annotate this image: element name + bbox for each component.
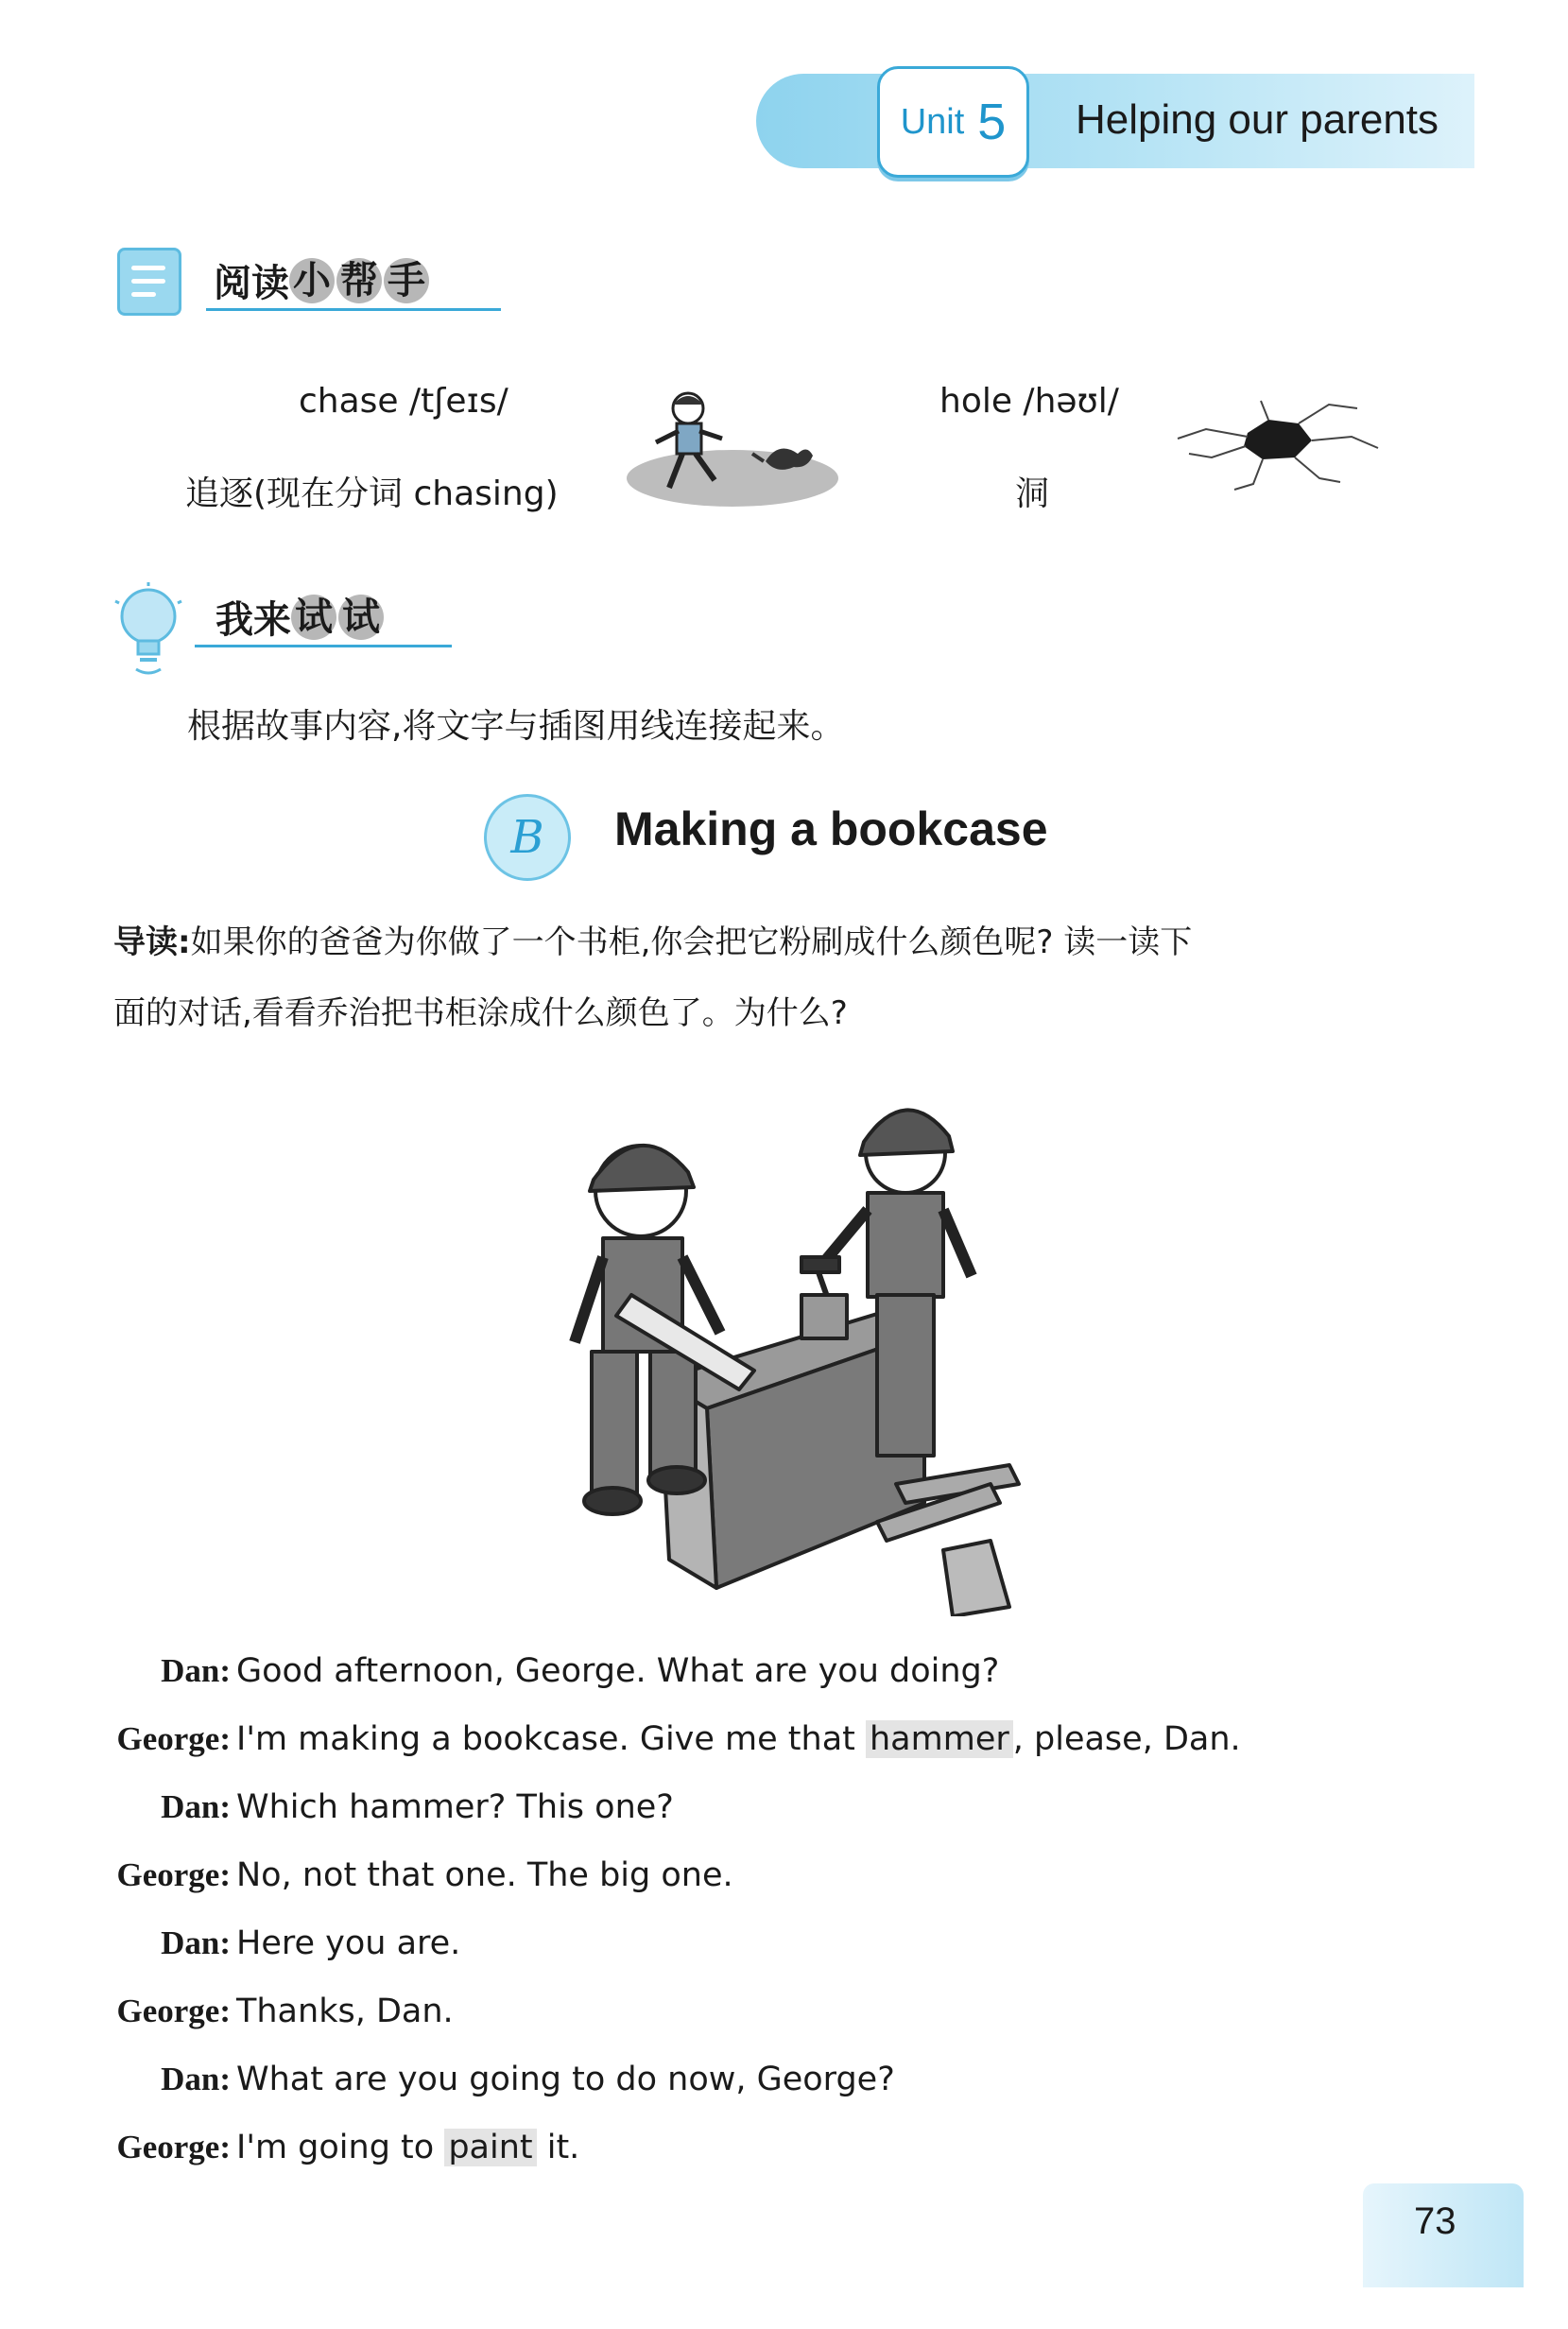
dialogue-utterance: Thanks, Dan. — [236, 1993, 454, 2030]
dialogue-utterance: I'm going to paint it. — [236, 2129, 580, 2166]
dialogue-line — [0, 1856, 1418, 1913]
story-guide-line-1 — [113, 907, 1474, 978]
try-it-title-dot: 试 — [338, 595, 384, 640]
try-it-title-plain: 我来 — [215, 598, 291, 642]
hole-icon — [1168, 391, 1386, 495]
vocab-meaning-chase: 追逐(现在分词 chasing) — [185, 474, 559, 513]
dialogue-line — [0, 1924, 1418, 1981]
reading-helper-title-dot: 手 — [384, 258, 429, 303]
boy-chasing-dog-icon — [624, 382, 841, 510]
vocab-highlight: hammer — [866, 1720, 1013, 1758]
reading-helper-title-dot: 帮 — [336, 258, 382, 303]
dialogue-utterance: Here you are. — [236, 1924, 461, 1962]
try-it-title — [215, 590, 386, 644]
unit-title: Helping our parents — [1076, 96, 1439, 143]
book-icon — [117, 248, 181, 316]
dialogue-speaker: George: — [116, 2129, 231, 2165]
dialogue-speaker: Dan: — [161, 2061, 231, 2097]
vocab-word-hole: hole /həʊl/ — [939, 382, 1119, 421]
dialogue-speaker: Dan: — [161, 1788, 231, 1825]
dialogue-line — [0, 2129, 1418, 2185]
try-it-underline — [195, 645, 452, 647]
unit-word: Unit — [900, 101, 965, 142]
dialogue-line — [0, 1993, 1418, 2049]
dialogue-speaker: George: — [116, 1720, 231, 1757]
dialogue-speaker: Dan: — [161, 1924, 231, 1961]
vocab-word-chase: chase /tʃeɪs/ — [299, 382, 508, 421]
reading-helper-title-plain: 阅读 — [214, 262, 289, 305]
dialogue-utterance: What are you going to do now, George? — [236, 2061, 895, 2098]
dialogue-line — [0, 1788, 1418, 1845]
dialogue-line — [0, 2061, 1418, 2117]
dialogue-line — [0, 1720, 1418, 1777]
story-title: Making a bookcase — [614, 802, 1048, 855]
try-it-instruction: 根据故事内容,将文字与插图用线连接起来。 — [187, 707, 845, 746]
dialogue-speaker: George: — [116, 1993, 231, 2029]
vocab-highlight: paint — [444, 2129, 536, 2166]
reading-helper-title — [214, 253, 431, 307]
story-guide-label: 导读: — [113, 923, 191, 961]
dialogue-utterance: Which hammer? This one? — [236, 1788, 674, 1826]
reading-helper-underline — [206, 308, 501, 311]
page-number: 73 — [1414, 2200, 1456, 2242]
lightbulb-icon — [112, 582, 185, 677]
unit-badge — [877, 66, 1029, 178]
reading-helper-title-dot: 小 — [289, 258, 335, 303]
dialogue-utterance: No, not that one. The big one. — [236, 1856, 733, 1894]
try-it-title-dot: 试 — [291, 595, 336, 640]
story-guide — [113, 907, 1474, 1049]
dialogue-speaker: Dan: — [161, 1652, 231, 1689]
unit-number: 5 — [977, 94, 1007, 150]
dialogue-line — [0, 1652, 1418, 1709]
story-badge: B — [484, 794, 571, 881]
story-guide-line-2: 面的对话,看看乔治把书柜涂成什么颜色了。为什么? — [113, 994, 848, 1032]
story-guide-text: 如果你的爸爸为你做了一个书柜,你会把它粉刷成什么颜色呢? 读一读下 — [190, 923, 1193, 961]
dialogue-speaker: George: — [116, 1856, 231, 1893]
dialogue-utterance: I'm making a bookcase. Give me that hammer , please, Dan. — [236, 1720, 1241, 1758]
vocab-meaning-hole: 洞 — [1015, 474, 1050, 513]
dialogue-utterance: Good afternoon, George. What are you doing? — [236, 1652, 1000, 1690]
two-workers-building-bookcase-illustration — [518, 1068, 1047, 1616]
